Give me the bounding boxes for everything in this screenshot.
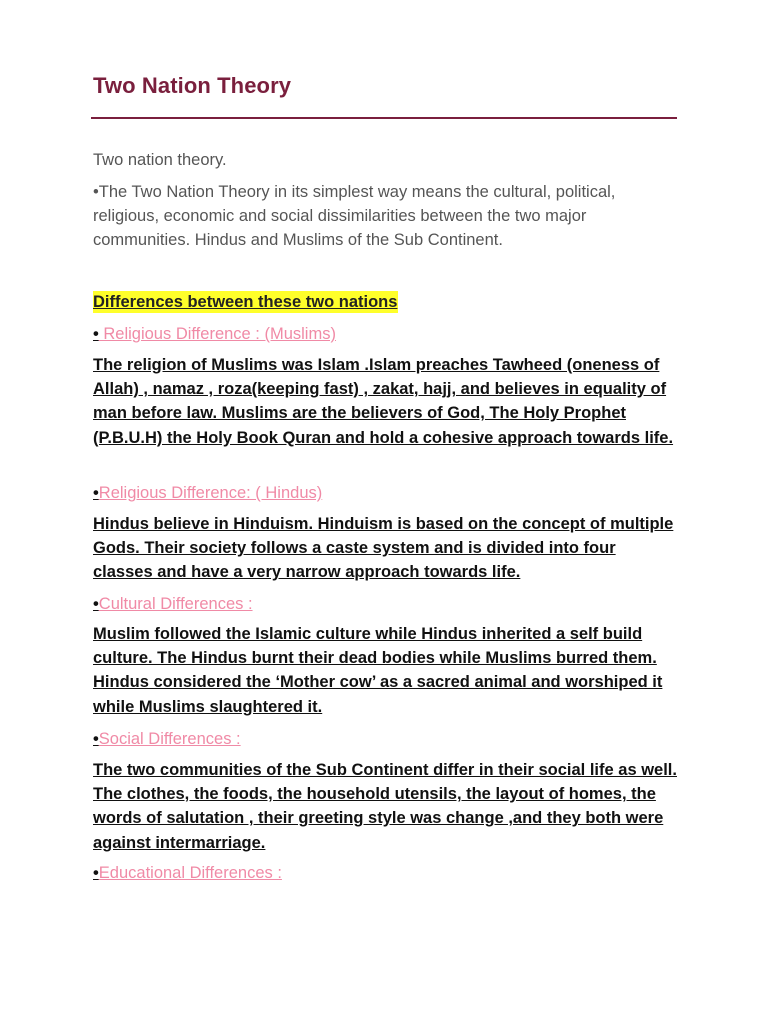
section-heading-religious-hindus bbox=[93, 482, 322, 504]
section-label: Religious Difference: ( Hindus) bbox=[98, 484, 323, 502]
section-label: Cultural Differences : bbox=[98, 595, 253, 613]
section-heading-educational bbox=[93, 862, 282, 884]
section-heading-social bbox=[93, 728, 241, 750]
bullet: • bbox=[93, 325, 99, 343]
section-text-religious-muslims: The religion of Muslims was Islam .Islam preaches Tawheed (oneness of Allah) , namaz , roza(keeping fast) , zakat, hajj, and believes in equality of man before law. Muslims are the believers of God, The Holy Prophet (P.B.U.H) the Holy Book Quran and hold a cohesive approach towards life. bbox=[93, 356, 674, 447]
bullet: • bbox=[93, 595, 99, 613]
section-text-religious-hindus: Hindus believe in Hinduism. Hinduism is based on the concept of multiple Gods. Their society follows a caste system and is divided into four classes and have a very narrow approach towards life. bbox=[93, 515, 674, 582]
bullet: • bbox=[93, 484, 99, 502]
bullet: • bbox=[93, 864, 99, 882]
intro-paragraph: •The Two Nation Theory in its simplest way means the cultural, political, religious, economic and social dissimilarities between the two major communities. Hindus and Muslims of the Sub Continent. bbox=[93, 183, 616, 249]
title-divider bbox=[91, 117, 677, 119]
section-label: Religious Difference : (Muslims) bbox=[98, 325, 336, 343]
intro-line: Two nation theory. bbox=[93, 151, 227, 169]
document-title: Two Nation Theory bbox=[93, 73, 292, 98]
section-heading-religious-muslims bbox=[93, 323, 336, 345]
section-label: Social Differences : bbox=[98, 730, 241, 748]
section-heading-cultural bbox=[93, 593, 253, 615]
bullet: • bbox=[93, 730, 99, 748]
section-text-social: The two communities of the Sub Continent differ in their social life as well. The clothes, the foods, the household utensils, the layout of homes, the words of salutation , their greeting style was change ,and they both were against intermarriage. bbox=[93, 761, 677, 852]
section-label: Educational Differences : bbox=[98, 864, 282, 882]
highlighted-heading: Differences between these two nations bbox=[93, 293, 398, 311]
section-text-cultural: Muslim followed the Islamic culture while Hindus inherited a self build culture. The Hindus burnt their dead bodies while Muslims burred them. Hindus considered the ‘Mother cow’ as a sacred animal and worshiped it while Muslims slaughtered it. bbox=[93, 625, 663, 716]
